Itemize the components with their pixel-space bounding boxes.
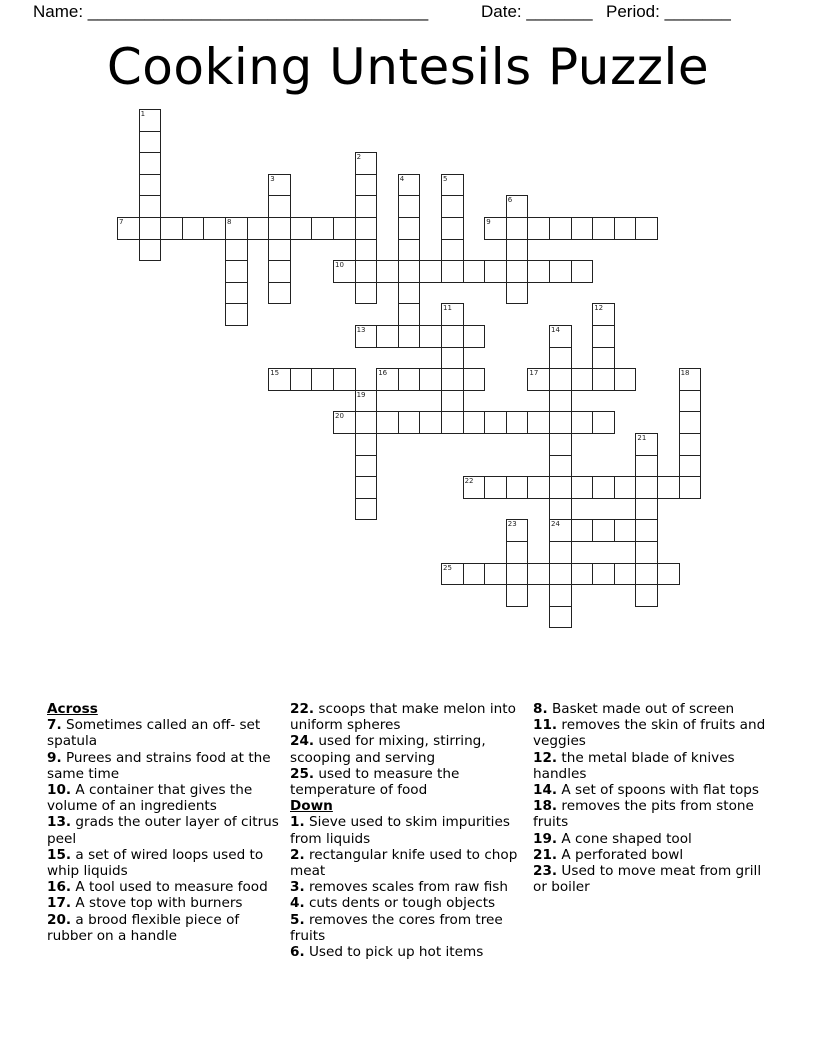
grid-cell[interactable] — [571, 563, 594, 586]
grid-cell[interactable] — [679, 455, 702, 478]
clue-text: Sieve used to skim impurities from liquids — [290, 814, 510, 847]
grid-cell[interactable] — [203, 217, 226, 240]
clue-number: 19. — [533, 830, 558, 847]
grid-cell[interactable] — [614, 563, 637, 586]
cell-number: 15 — [270, 369, 280, 378]
grid-cell[interactable] — [635, 217, 658, 240]
grid-cell[interactable] — [355, 325, 378, 348]
grid-cell[interactable] — [549, 476, 572, 499]
grid-cell[interactable] — [592, 476, 615, 499]
grid-cell[interactable] — [398, 239, 421, 262]
clue-text: removes the cores from tree fruits — [290, 911, 503, 944]
grid-cell[interactable] — [398, 195, 421, 218]
grid-cell[interactable] — [592, 368, 615, 391]
cell-number: 24 — [551, 520, 560, 529]
grid-cell[interactable] — [268, 174, 291, 197]
grid-cell[interactable] — [549, 606, 572, 629]
grid-cell[interactable] — [268, 282, 291, 305]
cell-number: 12 — [594, 304, 604, 313]
clue-text: rectangular knife used to chop meat — [290, 846, 518, 880]
cell-number: 22 — [464, 477, 474, 486]
grid-cell[interactable] — [635, 519, 658, 542]
clue-number: 14. — [533, 782, 558, 799]
grid-cell[interactable] — [614, 368, 637, 391]
clue-text: Basket made out of screen — [547, 701, 735, 717]
grid-cell[interactable] — [268, 368, 291, 391]
grid-cell[interactable] — [549, 390, 572, 413]
grid-cell[interactable] — [506, 476, 529, 499]
clue-down-23 — [533, 863, 773, 895]
grid-cell[interactable] — [549, 563, 572, 586]
grid-cell[interactable] — [139, 174, 162, 197]
grid-cell[interactable] — [355, 152, 378, 175]
grid-cell[interactable] — [463, 325, 486, 348]
grid-cell[interactable] — [376, 368, 399, 391]
grid-cell[interactable] — [484, 411, 507, 434]
grid-cell[interactable] — [592, 347, 615, 370]
cell-number: 17 — [529, 369, 539, 378]
clue-number: 6. — [290, 944, 305, 961]
cell-number: 8 — [227, 218, 232, 226]
clue-across-13 — [47, 814, 287, 846]
cell-number: 1 — [140, 110, 146, 118]
cell-number: 7 — [119, 218, 124, 226]
grid-cell[interactable] — [419, 325, 442, 348]
clue-number: 1. — [290, 814, 305, 831]
grid-cell[interactable] — [398, 303, 421, 326]
clue-number: 8. — [533, 701, 548, 717]
grid-cell[interactable] — [463, 476, 486, 499]
page-title: Cooking Untesils Puzzle — [106, 38, 710, 96]
grid-cell[interactable] — [139, 152, 162, 175]
grid-cell[interactable] — [225, 303, 248, 326]
clue-down-4 — [290, 895, 530, 911]
grid-cell[interactable] — [355, 498, 378, 521]
grid-cell[interactable] — [657, 563, 680, 586]
clue-down-18 — [533, 798, 773, 830]
clue-text: A cone shaped tool — [557, 830, 692, 847]
clue-across-25 — [290, 766, 530, 798]
grid-cell[interactable] — [139, 239, 162, 262]
grid-cell[interactable] — [441, 239, 464, 262]
cell-number: 3 — [270, 174, 275, 183]
grid-cell[interactable] — [614, 217, 637, 240]
grid-cell[interactable] — [182, 217, 205, 240]
grid-cell[interactable] — [139, 217, 162, 240]
cell-number: 13 — [356, 326, 366, 334]
clue-down-3 — [290, 879, 530, 895]
clue-number: 25. — [290, 765, 315, 782]
grid-cell[interactable] — [376, 325, 399, 348]
grid-cell[interactable] — [506, 584, 529, 607]
clue-number: 18. — [533, 798, 558, 815]
grid-cell[interactable] — [441, 390, 464, 413]
grid-cell[interactable] — [635, 584, 658, 607]
grid-cell[interactable] — [419, 411, 442, 434]
grid-cell[interactable] — [441, 563, 464, 586]
grid-cell[interactable] — [679, 433, 702, 456]
clue-text: A perforated bowl — [557, 846, 684, 863]
grid-cell[interactable] — [333, 217, 356, 240]
clue-number: 13. — [47, 814, 72, 831]
clue-text: Used to pick up hot items — [304, 944, 484, 961]
clue-down-6 — [290, 944, 530, 960]
grid-cell[interactable] — [592, 217, 615, 240]
clue-column-3 — [533, 701, 773, 895]
cell-number: 5 — [443, 174, 448, 183]
clue-number: 11. — [533, 717, 558, 734]
clue-down-1 — [290, 814, 530, 846]
grid-cell[interactable] — [549, 455, 572, 478]
across-heading: Across — [47, 701, 98, 717]
clue-number: 7. — [47, 717, 62, 734]
clue-column-1 — [47, 701, 287, 944]
grid-cell[interactable] — [355, 195, 378, 218]
date-field-label: Date: _______ — [481, 2, 593, 21]
grid-cell[interactable] — [506, 282, 529, 305]
clue-number: 24. — [290, 733, 315, 750]
grid-cell[interactable] — [527, 476, 550, 499]
clue-across-24 — [290, 733, 530, 765]
grid-cell[interactable] — [506, 541, 529, 564]
cell-number: 11 — [443, 304, 452, 313]
grid-cell[interactable] — [225, 239, 248, 262]
grid-cell[interactable] — [549, 411, 572, 434]
grid-cell[interactable] — [527, 260, 550, 283]
grid-cell[interactable] — [268, 217, 291, 240]
grid-cell[interactable] — [441, 325, 464, 348]
grid-cell[interactable] — [506, 411, 529, 434]
grid-cell[interactable] — [549, 541, 572, 564]
clue-down-12 — [533, 750, 773, 782]
grid-cell[interactable] — [679, 476, 702, 499]
clue-across-15 — [47, 847, 287, 879]
grid-cell[interactable] — [355, 476, 378, 499]
grid-cell[interactable] — [592, 303, 615, 326]
clue-down-11 — [533, 717, 773, 749]
grid-cell[interactable] — [506, 195, 529, 218]
grid-cell[interactable] — [355, 217, 378, 240]
grid-cell[interactable] — [679, 390, 702, 413]
clue-text: A set of spoons with flat tops — [557, 782, 759, 799]
grid-cell[interactable] — [635, 563, 658, 586]
grid-cell[interactable] — [333, 368, 356, 391]
clue-number: 15. — [47, 846, 72, 863]
grid-cell[interactable] — [635, 455, 658, 478]
grid-cell[interactable] — [333, 260, 356, 283]
clue-text: A container that gives the volume of an ingredients — [47, 782, 253, 815]
cell-number: 21 — [637, 434, 647, 442]
grid-cell[interactable] — [527, 368, 550, 391]
clue-down-19 — [533, 831, 773, 847]
grid-cell[interactable] — [419, 368, 442, 391]
grid-cell[interactable] — [463, 563, 486, 586]
cell-number: 6 — [507, 196, 513, 205]
grid-cell[interactable] — [355, 390, 378, 413]
grid-cell[interactable] — [614, 519, 637, 542]
grid-cell[interactable] — [527, 563, 550, 586]
clue-number: 20. — [47, 911, 72, 928]
cell-number: 18 — [680, 369, 690, 378]
grid-cell[interactable] — [139, 195, 162, 218]
grid-cell[interactable] — [441, 347, 464, 370]
clue-text: A stove top with burners — [71, 895, 243, 912]
grid-cell[interactable] — [571, 411, 594, 434]
grid-cell[interactable] — [290, 217, 313, 240]
grid-cell[interactable] — [355, 260, 378, 283]
grid-cell[interactable] — [139, 131, 162, 154]
grid-cell[interactable] — [635, 433, 658, 456]
grid-cell[interactable] — [549, 368, 572, 391]
grid-cell[interactable] — [117, 217, 140, 240]
grid-cell[interactable] — [506, 519, 529, 542]
grid-cell[interactable] — [268, 195, 291, 218]
grid-cell[interactable] — [441, 303, 464, 326]
clue-number: 23. — [533, 863, 558, 880]
grid-cell[interactable] — [549, 347, 572, 370]
down-heading: Down — [290, 798, 333, 815]
cell-number: 9 — [486, 218, 491, 226]
clue-text: removes the skin of fruits and veggies — [533, 717, 766, 750]
grid-cell[interactable] — [635, 476, 658, 499]
grid-cell[interactable] — [333, 411, 356, 434]
grid-cell[interactable] — [484, 217, 507, 240]
grid-cell[interactable] — [549, 584, 572, 607]
grid-cell[interactable] — [441, 411, 464, 434]
clue-number: 12. — [533, 749, 558, 766]
grid-cell[interactable] — [441, 174, 464, 197]
grid-cell[interactable] — [463, 368, 486, 391]
clue-text: Purees and strains food at the same time — [47, 749, 271, 782]
grid-cell[interactable] — [635, 498, 658, 521]
grid-cell[interactable] — [398, 411, 421, 434]
grid-cell[interactable] — [463, 411, 486, 434]
clue-down-21 — [533, 847, 773, 863]
grid-cell[interactable] — [549, 325, 572, 348]
clue-text: Sometimes called an off- set spatula — [47, 717, 261, 750]
grid-cell[interactable] — [355, 455, 378, 478]
cell-number: 10 — [335, 261, 344, 270]
clue-across-20 — [47, 912, 287, 944]
grid-cell[interactable] — [614, 476, 637, 499]
clue-across-7 — [47, 717, 287, 749]
grid-cell[interactable] — [592, 325, 615, 348]
grid-cell[interactable] — [484, 476, 507, 499]
clue-across-16 — [47, 879, 287, 895]
cell-number: 23 — [507, 520, 517, 529]
clue-text: scoops that make melon into uniform spheres — [290, 701, 516, 734]
period-field-label: Period: _______ — [606, 2, 731, 21]
clue-text: removes the pits from stone fruits — [533, 798, 754, 831]
grid-cell[interactable] — [441, 260, 464, 283]
clue-number: 5. — [290, 911, 305, 928]
grid-cell[interactable] — [571, 260, 594, 283]
clue-across-9 — [47, 750, 287, 782]
grid-cell[interactable] — [441, 217, 464, 240]
grid-cell[interactable] — [549, 260, 572, 283]
clue-text: the metal blade of knives handles — [533, 749, 735, 782]
grid-cell[interactable] — [657, 476, 680, 499]
grid-cell[interactable] — [571, 476, 594, 499]
clue-number: 10. — [47, 782, 72, 799]
grid-cell[interactable] — [441, 195, 464, 218]
clue-number: 21. — [533, 846, 558, 863]
clue-across-10 — [47, 782, 287, 814]
clue-text: used to measure the temperature of food — [290, 765, 460, 799]
grid-cell[interactable] — [419, 260, 442, 283]
grid-cell[interactable] — [311, 368, 334, 391]
name-field-label: Name: ____________________________________ — [33, 2, 429, 21]
grid-cell[interactable] — [506, 260, 529, 283]
cell-number: 20 — [335, 412, 344, 421]
grid-cell[interactable] — [549, 433, 572, 456]
grid-cell[interactable] — [311, 217, 334, 240]
clue-number: 17. — [47, 895, 72, 912]
clue-text: removes scales from raw fish — [304, 879, 508, 896]
grid-cell[interactable] — [355, 174, 378, 197]
grid-cell[interactable] — [484, 260, 507, 283]
grid-cell[interactable] — [571, 519, 594, 542]
grid-cell[interactable] — [376, 260, 399, 283]
clue-number: 22. — [290, 701, 315, 717]
grid-cell[interactable] — [398, 282, 421, 305]
grid-cell[interactable] — [679, 368, 702, 391]
clue-text: cuts dents or tough objects — [304, 895, 496, 912]
grid-cell[interactable] — [247, 217, 270, 240]
grid-cell[interactable] — [225, 260, 248, 283]
clue-column-2 — [290, 701, 530, 960]
grid-cell[interactable] — [398, 368, 421, 391]
clue-down-14 — [533, 782, 773, 798]
grid-cell[interactable] — [441, 368, 464, 391]
cell-number: 25 — [443, 563, 452, 572]
clue-text: a set of wired loops used to whip liquids — [47, 846, 264, 880]
grid-cell[interactable] — [355, 282, 378, 305]
grid-cell[interactable] — [592, 519, 615, 542]
grid-cell[interactable] — [549, 217, 572, 240]
cell-number: 19 — [356, 390, 366, 399]
grid-cell[interactable] — [398, 260, 421, 283]
clue-text: grads the outer layer of citrus peel — [47, 814, 279, 847]
grid-cell[interactable] — [679, 411, 702, 434]
grid-cell[interactable] — [635, 541, 658, 564]
grid-cell[interactable] — [290, 368, 313, 391]
grid-cell[interactable] — [398, 325, 421, 348]
grid-cell[interactable] — [398, 217, 421, 240]
grid-cell[interactable] — [484, 563, 507, 586]
clue-number: 3. — [290, 879, 305, 896]
grid-cell[interactable] — [463, 260, 486, 283]
grid-cell[interactable] — [225, 217, 248, 240]
grid-cell[interactable] — [355, 239, 378, 262]
clue-down-8 — [533, 701, 773, 717]
grid-cell[interactable] — [506, 239, 529, 262]
clue-across-17 — [47, 895, 287, 911]
clue-number: 2. — [290, 846, 305, 863]
cell-number: 16 — [378, 369, 388, 378]
grid-cell[interactable] — [592, 411, 615, 434]
grid-cell[interactable] — [549, 519, 572, 542]
clue-number: 16. — [47, 879, 72, 896]
clue-text: used for mixing, stirring, scooping and serving — [290, 733, 486, 766]
cell-number: 14 — [551, 326, 560, 334]
grid-cell[interactable] — [506, 217, 529, 240]
grid-cell[interactable] — [355, 411, 378, 434]
cell-number: 4 — [399, 174, 405, 183]
grid-cell[interactable] — [549, 498, 572, 521]
grid-cell[interactable] — [160, 217, 183, 240]
grid-cell[interactable] — [527, 411, 550, 434]
clue-number: 4. — [290, 895, 305, 912]
grid-cell[interactable] — [592, 563, 615, 586]
grid-cell[interactable] — [139, 109, 162, 132]
grid-cell[interactable] — [355, 433, 378, 456]
clue-across-22 — [290, 701, 530, 733]
clue-text: a brood flexible piece of rubber on a handle — [47, 911, 240, 944]
clue-down-2 — [290, 847, 530, 879]
grid-cell[interactable] — [376, 411, 399, 434]
grid-cell[interactable] — [571, 217, 594, 240]
clue-text: Used to move meat from grill or boiler — [533, 863, 762, 896]
clue-number: 9. — [47, 749, 62, 766]
grid-cell[interactable] — [225, 282, 248, 305]
grid-cell[interactable] — [268, 239, 291, 262]
grid-cell[interactable] — [571, 368, 594, 391]
cell-number: 2 — [356, 153, 362, 162]
clue-down-5 — [290, 912, 530, 944]
clue-text: A tool used to measure food — [71, 879, 268, 896]
grid-cell[interactable] — [268, 260, 291, 283]
grid-cell[interactable] — [506, 563, 529, 586]
grid-cell[interactable] — [398, 174, 421, 197]
grid-cell[interactable] — [527, 217, 550, 240]
